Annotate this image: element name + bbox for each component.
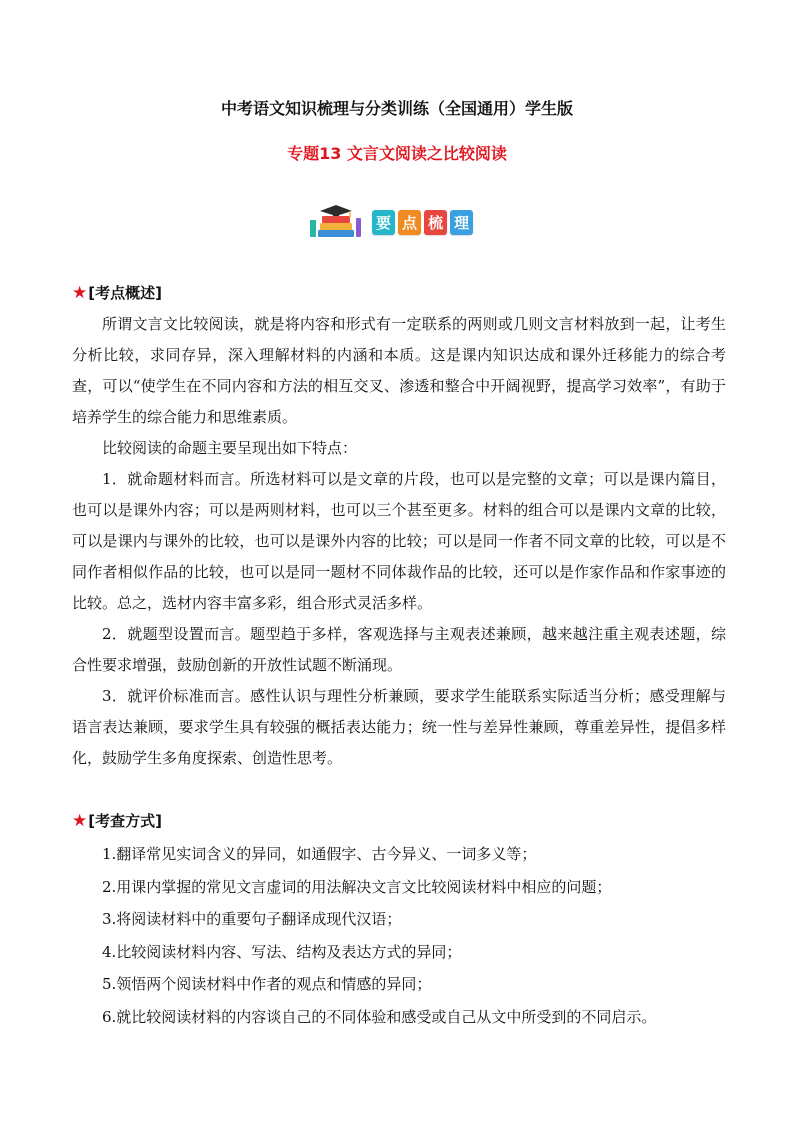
paragraph: 比较阅读的命题主要呈现出如下特点： — [102, 439, 358, 457]
banner-tiles — [372, 210, 473, 235]
banner-tile: 点 — [398, 210, 421, 235]
document-title: 中考语文知识梳理与分类训练（全国通用）学生版 — [220, 99, 573, 118]
banner-tile: 要 — [372, 210, 395, 235]
list-item: 3.将阅读材料中的重要句子翻译成现代汉语； — [102, 910, 402, 928]
banner-tile: 梳 — [424, 210, 447, 235]
paragraph: 所谓文言文比较阅读，就是将内容和形式有一定联系的两则或几则文言材料放到一起，让考生分析比较，求同存异，深入理解材料的内涵和本质。这是课内知识达成和课外迁移能力的综合考查，可以“使学生在不同内容和方法的相互交叉、渗透和整合中开阔视野，提高学习效率”，有助于培养学生的综合能力和思维素质。 — [72, 315, 726, 426]
paragraph: 1．就命题材料而言。所选材料可以是文章的片段，也可以是完整的文章；可以是课内篇目，也可以是课外内容；可以是两则材料，也可以三个甚至更多。材料的组合可以是课内文章的比较，可以是课内与课外的比较，也可以是课外内容的比较；可以是同一作者不同文章的比较，可以是不同作者相似作品的比较，也可以是同一题材不同体裁作品的比较，还可以是作家作品和作家事迹的比较。总之，选材内容丰富多彩，组合形式灵活多样。 — [72, 470, 726, 612]
section-heading-overview — [72, 282, 162, 303]
list-item: 1.翻译常见实词含义的异同，如通假字、古今异义、一词多义等； — [102, 845, 537, 863]
list-item: 2.用课内掌握的常见文言虚词的用法解决文言文比较阅读材料中相应的问题； — [102, 877, 612, 896]
star-icon: ★ — [72, 282, 88, 303]
paragraph: 3．就评价标准而言。感性认识与理性分析兼顾，要求学生能联系实际适当分析；感受理解与语言表达兼顾，要求学生具有较强的概括表达能力；统一性与差异性兼顾，尊重差异性，提倡多样化，鼓励学生多角度探索、创造性思考。 — [72, 687, 726, 767]
banner-tile: 理 — [450, 210, 473, 235]
star-icon: ★ — [72, 810, 88, 831]
list-item: 6.就比较阅读材料的内容谈自己的不同体验和感受或自己从文中所受到的不同启示。 — [102, 1007, 657, 1026]
section-heading-methods — [72, 810, 162, 831]
paragraph: 2．就题型设置而言。题型趋于多样，客观选择与主观表述兼顾，越来越注重主观表述题，综合性要求增强，鼓励创新的开放性试题不断涌现。 — [72, 625, 726, 674]
document-subtitle: 专题13 文言文阅读之比较阅读 — [287, 144, 507, 163]
section-heading-text: [考点概述] — [88, 284, 162, 302]
books-graduation-cap-icon — [308, 204, 364, 240]
list-item: 5.领悟两个阅读材料中作者的观点和情感的异同； — [102, 975, 432, 993]
key-points-banner — [308, 204, 473, 240]
methods-list — [72, 838, 726, 1033]
overview-body — [72, 309, 726, 774]
list-item: 4.比较阅读材料内容、写法、结构及表达方式的异同； — [102, 942, 462, 961]
section-heading-text: [考查方式] — [88, 812, 162, 830]
